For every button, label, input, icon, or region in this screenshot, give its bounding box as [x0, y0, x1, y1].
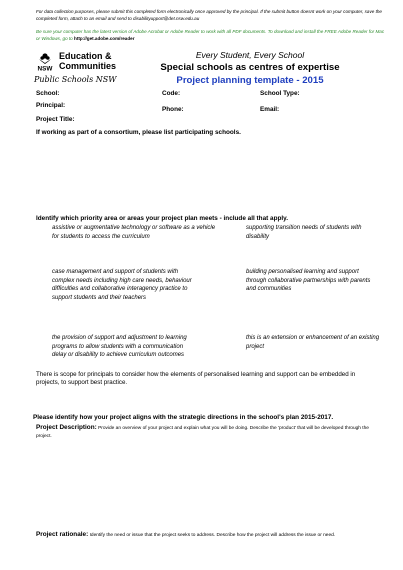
waratah-icon: [34, 50, 56, 72]
adobe-notice: [36, 28, 386, 42]
dept-line-2: Communities: [59, 61, 117, 71]
project-title-label: Project Title:: [36, 116, 75, 123]
department-name: [59, 51, 116, 71]
priority-option-4[interactable]: building personalised learning and support through collaborative partnerships with parents and communities: [246, 269, 371, 293]
priority-option-1[interactable]: assistive or augmentative technology or software as a vehicle for students to access the curriculum: [52, 225, 216, 240]
school-type-label: School Type:: [260, 90, 300, 97]
public-schools-nsw: Public Schools NSW: [34, 75, 117, 84]
consortium-instruction: If working as part of a consortium, please list participating schools.: [36, 129, 241, 136]
project-description-label: Project Description:: [36, 424, 97, 431]
priority-option-6[interactable]: this is an extension or enhancement of an existing project: [246, 335, 380, 350]
project-rationale-text: Identify the need or issue that the project seeks to address. Describe how the project will address the issue or need.: [89, 533, 336, 538]
scope-text: There is scope for principals to consider how the elements of personalised learning and support can be embedded in projects, to support best practice.: [36, 371, 356, 386]
code-label: Code:: [162, 90, 181, 97]
priority-option-2[interactable]: supporting transition needs of students with disability: [246, 225, 362, 240]
intro-instructions: For data collection purposes, please submit this completed form electronically once approved by the principal. If the submit button doesnt work on your computer, save the completed form, attach to an email and send to disabilityupport@det.nsw.edu.au: [36, 9, 382, 21]
project-rationale: [36, 531, 381, 540]
principal-label: Principal:: [36, 102, 66, 109]
adobe-notice-text: Be sure your computer has the latest version of Adobe Acrobat or Adobe Reader to work with all PDF documents. To download and install the FREE Adobe Reader for Mac or Windows, go to: [36, 29, 385, 41]
priority-heading: Identify which priority area or areas your project plan meets - include all that apply.: [36, 215, 289, 222]
strategic-directions-text: Please identify how your project aligns with the strategic directions in the school's plan 2015-2017.: [33, 414, 334, 421]
project-description-text: Provide an overview of your project and explain what you will be doing. Describe the 'product' that will be developed through the project.: [36, 426, 369, 439]
phone-label: Phone:: [162, 106, 184, 113]
dept-line-1: Education &: [59, 51, 112, 61]
page-subtitle: Project planning template - 2015: [176, 75, 324, 86]
email-label: Email:: [260, 106, 280, 113]
project-rationale-label: Project rationale:: [36, 531, 89, 538]
project-description: [36, 424, 381, 441]
school-label: School:: [36, 90, 60, 97]
tagline: Every Student, Every School: [195, 50, 305, 60]
priority-option-3[interactable]: case management and support of students with complex needs including high care needs, behaviour difficulties and collaborative interagency practice to support students and their teachers: [52, 269, 192, 301]
nsw-text: NSW: [37, 65, 53, 72]
adobe-link[interactable]: http://get.adobe.com/reader: [74, 36, 135, 41]
nsw-logo: [34, 50, 144, 86]
page-title: Special schools as centres of expertise: [160, 62, 340, 73]
priority-option-5[interactable]: the provision of support and adjustment to learning programs to allow students with a communication delay or disability to achieve curriculum outcomes: [52, 335, 187, 359]
